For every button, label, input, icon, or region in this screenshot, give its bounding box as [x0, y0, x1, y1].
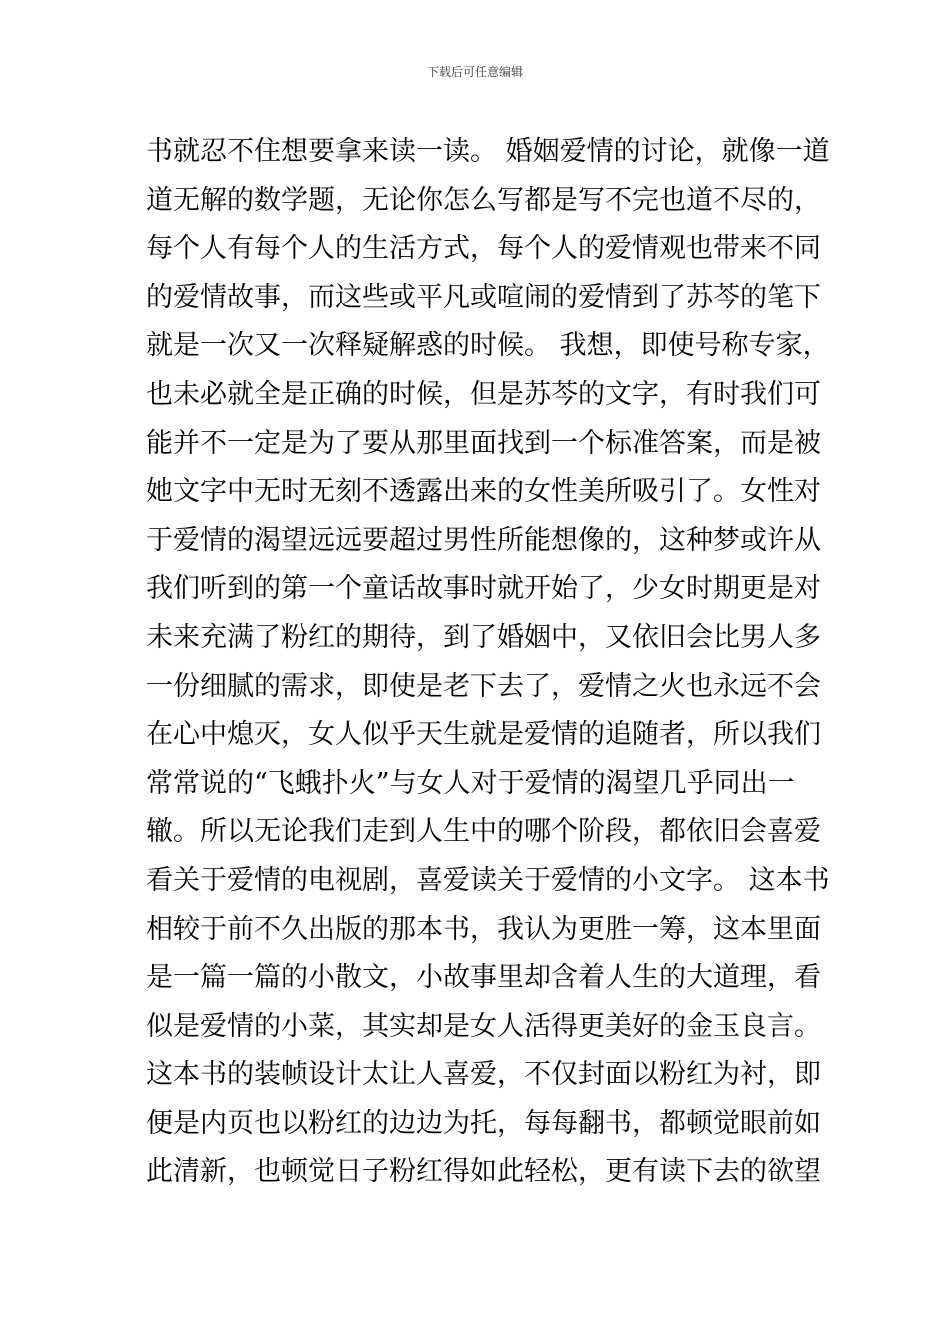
- text-line: 就是一次又一次释疑解惑的时候。 我想，即使号称专家，: [146, 330, 830, 362]
- text-line: 辙。所以无论我们走到人生中的哪个阶段，都依旧会喜爱: [146, 816, 821, 848]
- text-line: 她文字中无时无刻不透露出来的女性美所吸引了。女性对: [146, 476, 821, 508]
- text-line: 于爱情的渴望远远要超过男性所能想像的，这种梦或许从: [146, 524, 821, 556]
- text-line: 书就忍不住想要拿来读一读。 婚姻爱情的讨论，就像一道: [146, 136, 830, 167]
- text-line: 每个人有每个人的生活方式，每个人的爱情观也带来不同: [146, 233, 821, 265]
- text-line: 未来充满了粉红的期待，到了婚姻中，又依旧会比男人多: [146, 621, 821, 653]
- text-line: 在心中熄灭，女人似乎天生就是爱情的追随者，所以我们: [146, 719, 821, 751]
- text-line: 是一篇一篇的小散文，小故事里却含着人生的大道理，看: [146, 962, 821, 994]
- text-line: 的爱情故事，而这些或平凡或喧闹的爱情到了苏芩的笔下: [146, 281, 821, 313]
- text-line: 常常说的“飞蛾扑火”与女人对于爱情的渴望几乎同出一: [146, 767, 795, 799]
- text-line: 道无解的数学题，无论你怎么写都是写不完也道不尽的，: [146, 184, 821, 216]
- text-line: 便是内页也以粉红的边边为托，每每翻书，都顿觉眼前如: [146, 1107, 821, 1139]
- text-line: 能并不一定是为了要从那里面找到一个标准答案，而是被: [146, 427, 821, 459]
- text-line: 一份细腻的需求，即使是老下去了，爱情之火也永远不会: [146, 670, 821, 702]
- text-line: 相较于前不久出版的那本书，我认为更胜一筹，这本里面: [146, 913, 821, 945]
- page-header: 下载后可任意编辑: [426, 65, 523, 79]
- text-line: 这本书的装帧设计太让人喜爱，不仅封面以粉红为衬，即: [146, 1059, 821, 1091]
- text-line: 此清新，也顿觉日子粉红得如此轻松，更有读下去的欲望: [146, 1156, 821, 1188]
- text-line: 我们听到的第一个童话故事时就开始了，少女时期更是对: [146, 573, 821, 605]
- text-line: 看关于爱情的电视剧，喜爱读关于爱情的小文字。 这本书: [146, 864, 830, 896]
- text-line: 也未必就全是正确的时候，但是苏芩的文字，有时我们可: [146, 378, 821, 410]
- body-text: [146, 128, 830, 1197]
- text-line: 似是爱情的小菜，其实却是女人活得更美好的金玉良言。: [146, 1010, 821, 1042]
